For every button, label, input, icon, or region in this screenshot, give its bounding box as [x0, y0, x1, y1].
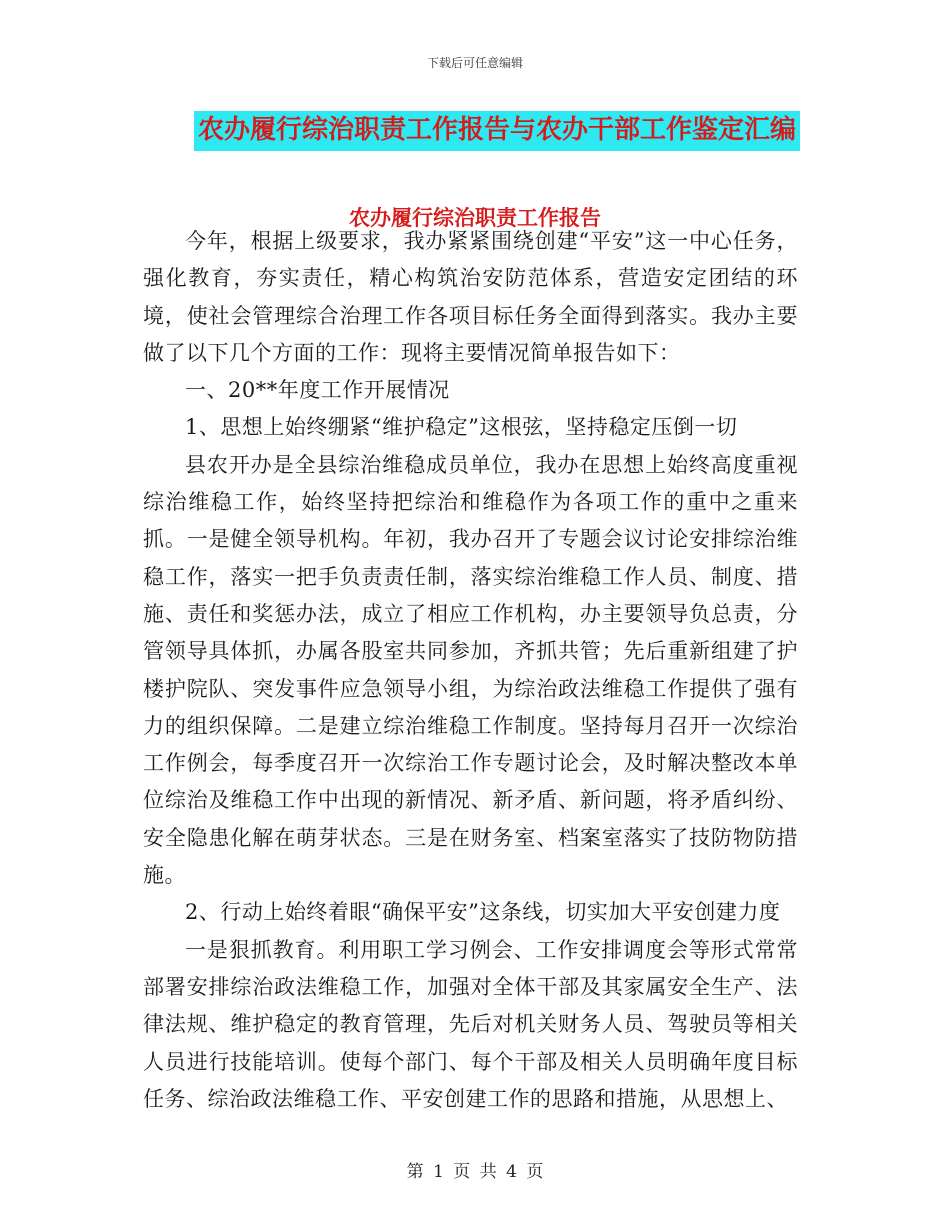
page-number-footer: 第 1 页 共 4 页 — [406, 1162, 544, 1182]
page-header-note: 下载后可任意编辑 — [426, 56, 523, 70]
paragraph: 一、20**年度工作开展情况 — [185, 378, 450, 403]
body-text — [143, 223, 798, 1118]
section-title: 农办履行综治职责工作报告 — [349, 206, 601, 230]
paragraph: 1、思想上始终绷紧“维护稳定”这根弦，坚持稳定压倒一切 — [185, 415, 738, 440]
paragraph: 一是狠抓教育。利用职工学习例会、工作安排调度会等形式常常部署安排综治政法维稳工作，加强对全体干部及其家属安全生产、法律法规、维护稳定的教育管理，先后对机关财务人员、驾驶员等相关人员进行技能培训。使每个部门、每个干部及相关人员明确年度目标任务、综治政法维稳工作、平安创建工作的思路和措施，从思想上、 — [143, 937, 798, 1111]
document-main-title: 农办履行综治职责工作报告与农办干部工作鉴定汇编 — [194, 111, 800, 151]
paragraph: 2、行动上始终着眼“确保平安”这条线，切实加大平安创建力度 — [185, 900, 781, 925]
paragraph: 今年，根据上级要求，我办紧紧围绕创建“平安”这一中心任务，强化教育，夯实责任，精心构筑治安防范体系，营造安定团结的环境，使社会管理综合治理工作各项目标任务全面得到落实。我办主要做了以下几个方面的工作：现将主要情况简单报告如下： — [143, 229, 798, 365]
paragraph: 县农开办是全县综治维稳成员单位，我办在思想上始终高度重视综治维稳工作，始终坚持把综治和维稳作为各项工作的重中之重来抓。一是健全领导机构。年初，我办召开了专题会议讨论安排综治维稳工作，落实一把手负责责任制，落实综治维稳工作人员、制度、措施、责任和奖惩办法，成立了相应工作机构，办主要领导负总责，分管领导具体抓，办属各股室共同参加，齐抓共管；先后重新组建了护楼护院队、突发事件应急领导小组，为综治政法维稳工作提供了强有力的组织保障。二是建立综治维稳工作制度。坚持每月召开一次综治工作例会，每季度召开一次综治工作专题讨论会，及时解决整改本单位综治及维稳工作中出现的新情况、新矛盾、新问题，将矛盾纠纷、安全隐患化解在萌芽状态。三是在财务室、档案室落实了技防物防措施。 — [143, 452, 798, 888]
